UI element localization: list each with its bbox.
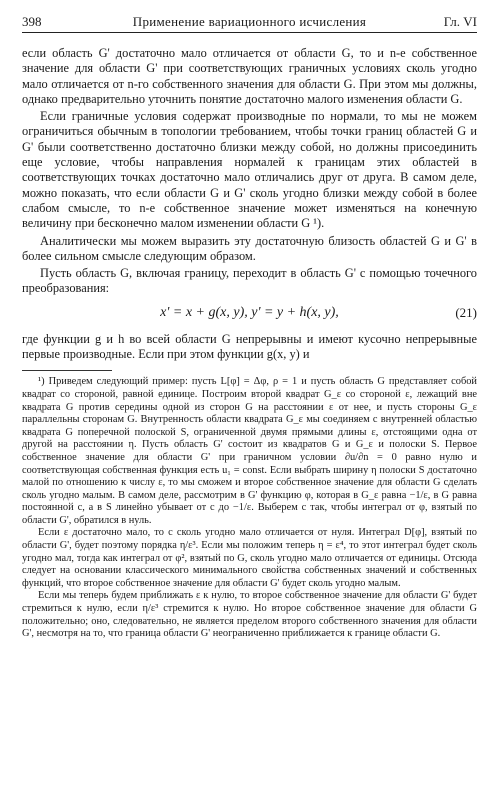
running-title: Применение вариационного исчисления — [132, 14, 367, 29]
page-number: 398 — [22, 14, 42, 29]
paragraph: Пусть область G, включая границу, переходит в область G' с помощью точечного преобразования: — [22, 266, 477, 296]
paragraph: где функции g и h во всей области G непрерывны и имеют кусочно непрерывные первые производные. Если при этом функции g(x, y) и — [22, 331, 477, 362]
paragraph: Если граничные условия содержат производные по нормали, то мы не можем ограничиться обычным в топологии требованием, чтобы точки границ областей G и G' были соответственно достаточно близки между собой, но должны присоединить еще условие, чтобы направления нормалей к границам этих областей в соответствующих точках достаточно мало отличались друг от друга. В самом деле, можно показать, что если области G и G' сколь угодно близки между собой в более слабом смысле, то n-е собственное значение может изменяться на конечную величину при бесконечно малом изменении области G ¹). — [22, 109, 477, 231]
footnote-paragraph: Если мы теперь будем приближать ε к нулю, то второе собственное значение для области G' будет стремиться к нулю, если η/ε³ стремится к нулю. Но второе собственное значение для области G положительно; оно, следовательно, не является пределом второго собственного значения для области G', несмотря на то, что граница области G' неограниченно приближается к границе области G. — [22, 590, 477, 640]
main-text — [22, 46, 477, 641]
footnote-rule — [22, 370, 112, 371]
paragraph: Аналитически мы можем выразить эту достаточную близость областей G и G' в более сильном смысле следующим образом. — [22, 233, 477, 263]
chapter-label: Гл. VI — [443, 14, 477, 29]
footnote-paragraph: Если ε достаточно мало, то c сколь угодно мало отличается от нуля. Интеграл D[φ], взятый по области G', будет поэтому порядка η/ε³. Если мы положим теперь η = ε⁴, то этот интеграл будет сколь угодно мал, тогда как интеграл от φ², взятый по G, сколь угодно мало отличается от единицы. Отсюда следует на основании классического минимального свойства собственных значений и собственных функций, что второе собственное значение для области G' будет сколь угодно малым. — [22, 527, 477, 589]
paragraph: если область G' достаточно мало отличается от области G, то и n-е собственное значение для области G' при соответствующих граничных условиях сколь угодно мало отличается от n-го собственного значения для области G. При этом мы должны, однако предварительно уточнить понятие достаточно малого изменения области G. — [22, 46, 477, 106]
footnote-paragraph: ¹) Приведем следующий пример: пусть L[φ] = Δφ, ρ = 1 и пусть область G представляет собой квадрат со стороной, равной единице. Построим второй квадрат G_ε со стороной ε, лежащий вне квадрата G против середины одной из сторон G на расстоянии ε от нее, и пусть стороны G_ε параллельны сторонам G. Внутренность области квадрата G_ε мы соединяем с внутренней областью квадрата G поперечной полоской S, ограниченной двумя прямыми длины ε, отстоящими одна от другой на расстоянии η. Пусть область G' состоит из квадратов G и G_ε и полоски S. Первое собственное значение для области G' при граничном условии ∂u/∂n = 0 равно нулю и соответствующая собственная функция есть u₁ = const. Если выбрать ширину η полоски S достаточно малой по отношению к числу ε, то мы сможем и второе собственное значение для области G сделать сколь угодно малым. В самом деле, рассмотрим в G' функцию φ, которая в G_ε равна −1/ε, в G равна постоянной c, а в S линейно убывает от c до −1/ε. Выберем c так, чтобы интеграл от φ, взятый по области G', обратился в нуль. — [22, 376, 477, 526]
equation-number: (21) — [455, 304, 477, 320]
page-header — [22, 12, 477, 33]
footnotes — [22, 376, 477, 640]
equation-21 — [22, 305, 477, 325]
equation-expression: x' = x + g(x, y), y' = y + h(x, y), — [160, 304, 339, 320]
